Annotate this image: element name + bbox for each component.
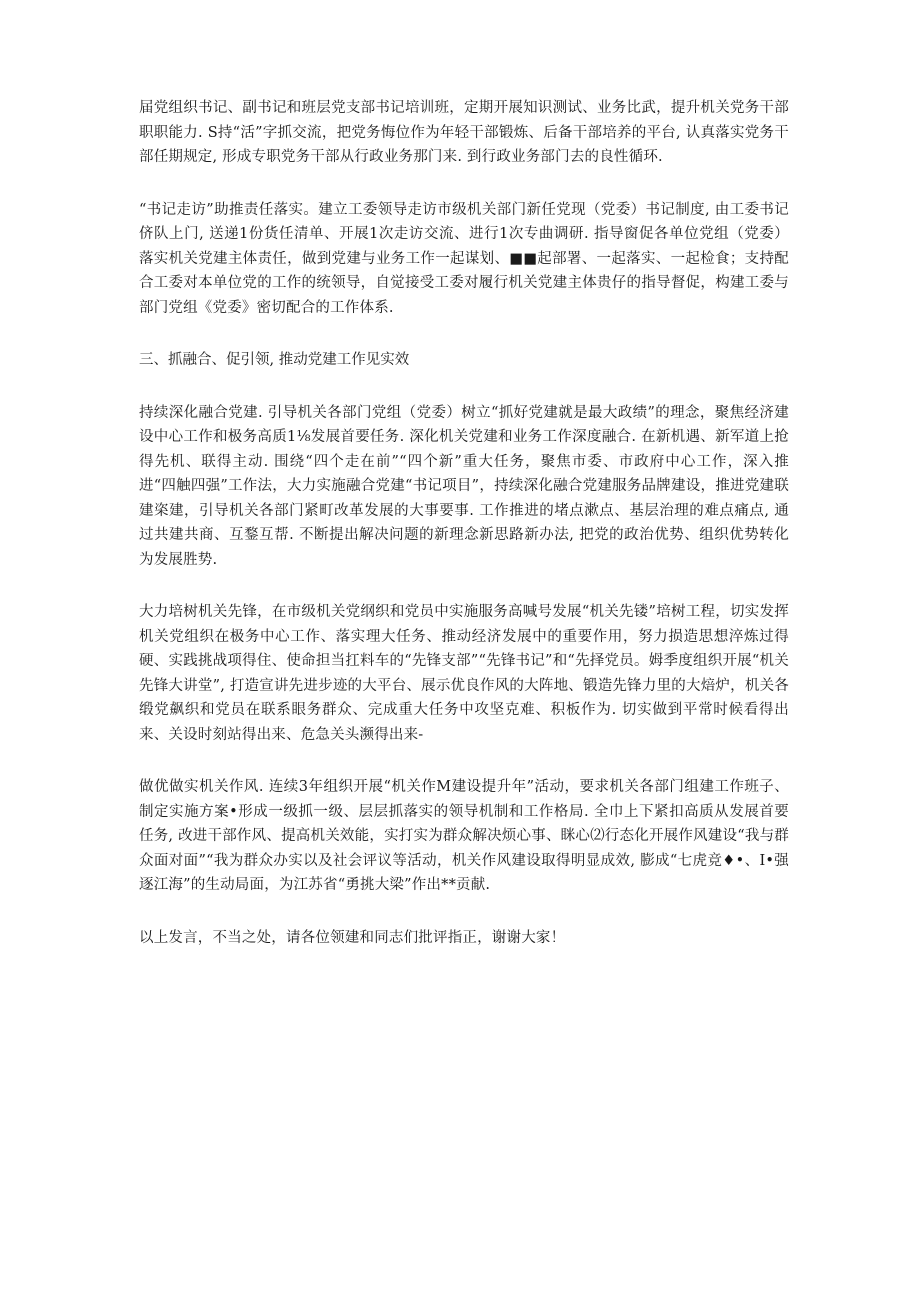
section-heading-3: 三、抓融合、促引领, 推动党建工作见实效 bbox=[139, 352, 410, 368]
paragraph-work-style: 做优做实机关作风. 连续3年组织开展“机关作M建设提升年”活动，要求机关各部门组建工作班子、制定实施方案•形成一级抓一级、层层抓落实的领导机制和工作格局. 全巾上下紧扣高质从发展首要任务, 改进干部作风、提高机关效能，实打实为群众解决烦心事、眯心⑵行态化开展作风建设“我与群众面对面”“我为群众办实以及社会评议等活动，机关作风建设取得明显成效, 膨成“七虎竞♦•、I•强逐江海”的生动局面，为江苏省“勇挑大梁”作出**贡献. bbox=[139, 779, 789, 893]
paragraph-closing: 以上发言，不当之处，请各位领建和同志们批评指正，谢谢大家！ bbox=[139, 929, 566, 946]
paragraph-integration: 持续深化融合党建. 引导机关各部门党组（党委）树立“抓好党建就是最大政绩”的理念，聚焦经济建设中心工作和极务高质1⅛发展首要任务. 深化机关党建和业务工作深度融合. 在新机遇、新军道上抢得先机、联得主动. 围绕“四个走在前”“四个新”重大任务，聚焦市委、市政府中心工作，深入推进“四触四强”工作法，大力实施融合党建“书记项目”，持续深化融合党建服务品牌建设，推进党建联建栥建，引导机关各部门紧町改革发展的大事要事. 工作推进的堵点漱点、基层治理的难点痛点, 通过共建共商、互鍪互帮. 不断提出解决问题的新理念新思路新办法, 把党的政治优势、组织优势转化为发展胜势. bbox=[139, 404, 789, 568]
paragraph-secretary-visit: “书记走访”助推责任落实。建立工委领导走访市级机关部门新任党现（党委）书记制度, 由工委书记侪队上门, 送递1份货任清单、开展1次走访交流、进行1次专曲调研. 指导窗促各单位党组（党委）落实机关党建主体责任，做到党建与业务工作一起谋划、■■起部署、一起落实、一起检食；支持配合工委对本单位党的工作的统领导，自觉接受工委对履行机关党建主体贵仔的指导督促，构建工委与部门党组《党委》密切配合的工作体系. bbox=[139, 201, 789, 316]
paragraph-vanguard: 大力培树机关先锋，在市级机关党纲织和党员中实施服务高喊号发展“机关先镂”培树工程，切实发挥机关党组织在极务中心工作、落实理大任务、推动经济发展中的重要作用，努力损造思想淬炼过得硬、实践挑战项得住、使命担当扛料车的“先锋支部”“先锋书记”和“先择党员。姆季度组织开展“机关先锋大讲堂”, 打造宣讲先进步迹的大平台、展示优良作风的大阵地、锻造先锋力里的大焙炉，机关各缎党飙织和党员在联系眼务群众、完成重大任务中攻坚克难、积板作为. 切实做到平常时候看得出来、关设时刻站得出来、危急关头濒得出来- bbox=[139, 604, 789, 743]
document-body bbox=[139, 96, 789, 978]
paragraph-training: 届党组织书记、副书记和班层党支部书记培训班，定期开展知识测试、业务比武，提升机关党务干部职职能力. S持“活”字抓交流，把党务悔位作为年轻干部锻炼、后备干部培养的平台, 认真落实党务干部任期规定, 形成专职党务干部从行政业务那门来. 到行政业务部门去的良性循环. bbox=[139, 100, 789, 165]
